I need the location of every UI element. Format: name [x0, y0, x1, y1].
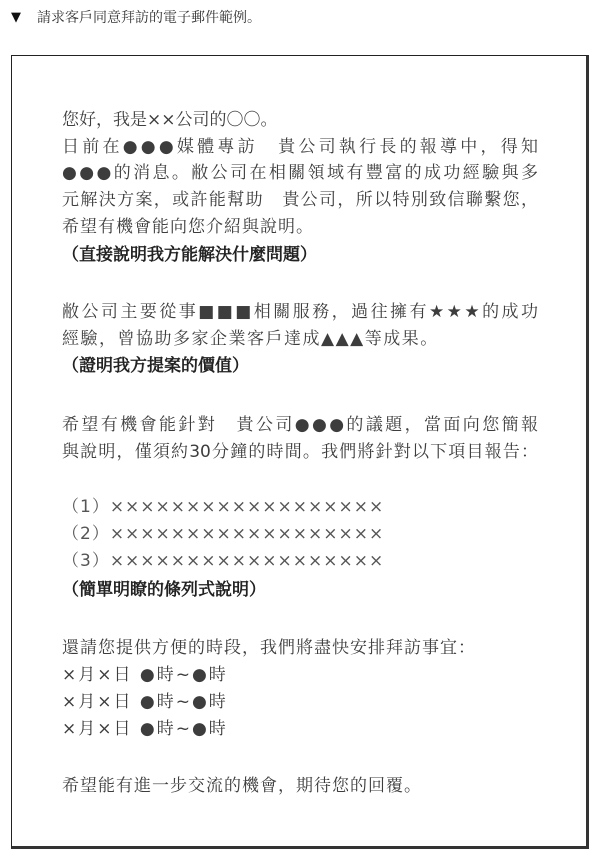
- list-item-1: （1）××××××××××××××××××: [62, 497, 385, 517]
- para3-line-2: 與說明，僅須約30分鐘的時間。我們將針對以下項目報告：: [62, 442, 538, 462]
- time-slot-1: ×月×日 ●時~●時: [62, 665, 228, 685]
- para4-request-time: 還請您提供方便的時段，我們將盡快安排拜訪事宜：: [62, 638, 476, 658]
- triangle-down-icon: ▼: [11, 9, 21, 25]
- figure-caption: [11, 7, 261, 27]
- para2-line-1: 敝公司主要從事■■■相關服務，過往擁有★★★的成功: [62, 302, 538, 322]
- para1-line-2: ●●●的消息。敝公司在相關領域有豐富的成功經驗與多: [62, 163, 538, 183]
- para1-line-4: 希望有機會能向您介紹與說明。: [62, 217, 314, 237]
- email-closing: 希望能有進一步交流的機會，期待您的回覆。: [62, 776, 422, 796]
- caption-text: 請求客戶同意拜訪的電子郵件範例。: [37, 10, 261, 26]
- note-bullet-list: （簡單明瞭的條列式說明）: [62, 580, 266, 600]
- para1-line-1: 日前在●●●媒體專訪 貴公司執行長的報導中，得知: [62, 137, 538, 157]
- note-solve-problem: （直接說明我方能解決什麼問題）: [62, 245, 317, 265]
- note-proposal-value: （證明我方提案的價值）: [62, 356, 249, 376]
- list-item-2: （2）××××××××××××××××××: [62, 524, 385, 544]
- time-slot-2: ×月×日 ●時~●時: [62, 692, 228, 712]
- para1-line-3: 元解決方案，或許能幫助 貴公司，所以特別致信聯繫您，: [62, 190, 538, 210]
- para3-line-1: 希望有機會能針對 貴公司●●●的議題，當面向您簡報: [62, 415, 538, 435]
- email-greeting: 您好，我是××公司的〇〇。: [62, 110, 278, 130]
- time-slot-3: ×月×日 ●時~●時: [62, 719, 228, 739]
- para2-line-2: 經驗，曾協助多家企業客戶達成▲▲▲等成果。: [62, 329, 439, 349]
- list-item-3: （3）××××××××××××××××××: [62, 551, 385, 571]
